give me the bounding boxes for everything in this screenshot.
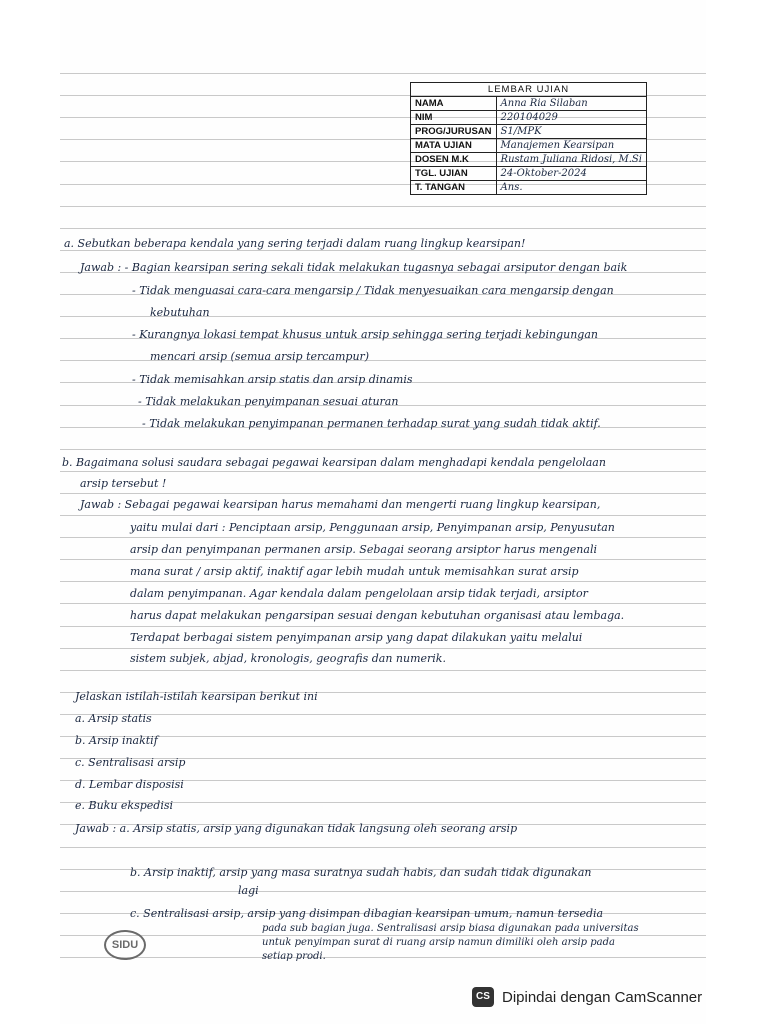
value-nama: Anna Ria Silaban <box>496 97 646 111</box>
ruled-line <box>60 670 706 671</box>
ruled-line <box>60 626 706 627</box>
exam-sheet-title: LEMBAR UJIAN <box>411 83 647 97</box>
term-e: e. Buku ekspedisi <box>75 799 174 812</box>
answer-a-line-3: kebutuhan <box>150 306 210 319</box>
ruled-line <box>60 714 706 715</box>
answer-a-line-7: - Tidak melakukan penyimpanan sesuai aturan <box>138 395 399 408</box>
ruled-line <box>60 515 706 516</box>
ruled-line <box>60 228 706 229</box>
answer-b-line-2: yaitu mulai dari : Penciptaan arsip, Penggunaan arsip, Penyimpanan arsip, Penyusutan <box>130 521 615 534</box>
answer-b-line-3: arsip dan penyimpanan permanen arsip. Sebagai seorang arsiptor harus mengenali <box>130 543 597 556</box>
answer-2-a: Jawab : a. Arsip statis, arsip yang digunakan tidak langsung oleh seorang arsip <box>75 822 518 835</box>
answer-a-line-6: - Tidak memisahkan arsip statis dan arsip dinamis <box>132 373 413 386</box>
value-mata-ujian: Manajemen Kearsipan <box>496 139 646 153</box>
answer-a-line-5: mencari arsip (semua arsip tercampur) <box>150 350 370 363</box>
answer-b-line-8: sistem subjek, abjad, kronologis, geografis dan numerik. <box>130 652 446 665</box>
label-tgl-ujian: TGL. UJIAN <box>411 167 497 181</box>
ruled-line <box>60 935 706 936</box>
answer-2-c-line-4: setiap prodi. <box>262 951 326 962</box>
answer-2-b-line-1: b. Arsip inaktif, arsip yang masa suratnya sudah habis, dan sudah tidak digunakan <box>130 866 592 879</box>
label-mata-ujian: MATA UJIAN <box>411 139 497 153</box>
camscanner-watermark <box>472 982 702 1012</box>
value-nim: 220104029 <box>496 111 646 125</box>
exam-sheet-table <box>410 82 647 195</box>
ruled-line <box>60 847 706 848</box>
question-b-line-2: arsip tersebut ! <box>80 477 167 490</box>
ruled-line <box>60 603 706 604</box>
sidu-seal: SIDU <box>104 930 146 960</box>
camscanner-icon: CS <box>472 987 494 1007</box>
answer-a-line-2: - Tidak menguasai cara-cara mengarsip / Tidak menyesuaikan cara mengarsip dengan <box>132 284 614 297</box>
value-dosen: Rustam Juliana Ridosi, M.Si <box>496 153 646 167</box>
ruled-line <box>60 648 706 649</box>
term-b: b. Arsip inaktif <box>75 734 158 747</box>
ruled-line <box>60 493 706 494</box>
ruled-line <box>60 581 706 582</box>
question-b-line-1: b. Bagaimana solusi saudara sebagai pegawai kearsipan dalam menghadapi kendala pengelolaan <box>62 456 606 469</box>
ruled-line <box>60 73 706 74</box>
ruled-line <box>60 559 706 560</box>
ruled-line <box>60 471 706 472</box>
answer-2-c-line-1: c. Sentralisasi arsip, arsip yang disimpan dibagian kearsipan umum, namun tersedia <box>130 907 604 920</box>
camscanner-text: Dipindai dengan CamScanner <box>502 988 703 1006</box>
term-c: c. Sentralisasi arsip <box>75 756 186 769</box>
ruled-line <box>60 206 706 207</box>
answer-b-line-4: mana surat / arsip aktif, inaktif agar lebih mudah untuk memisahkan surat arsip <box>130 565 579 578</box>
ruled-line <box>60 449 706 450</box>
term-d: d. Lembar disposisi <box>75 778 184 791</box>
label-dosen: DOSEN M.K <box>411 153 497 167</box>
answer-a-line-8: - Tidak melakukan penyimpanan permanen terhadap surat yang sudah tidak aktif. <box>142 417 601 430</box>
answer-b-line-6: harus dapat melakukan pengarsipan sesuai dengan kebutuhan organisasi atau lembaga. <box>130 609 625 622</box>
value-tgl-ujian: 24-Oktober-2024 <box>496 167 646 181</box>
value-tanda-tangan: Ans. <box>496 181 646 195</box>
value-prog-jurusan: S1/MPK <box>496 125 646 139</box>
question-a: a. Sebutkan beberapa kendala yang sering terjadi dalam ruang lingkup kearsipan! <box>64 237 526 250</box>
label-prog-jurusan: PROG/JURUSAN <box>411 125 497 139</box>
answer-b-line-1: Jawab : Sebagai pegawai kearsipan harus memahami dan mengerti ruang lingkup kearsipan, <box>80 498 601 511</box>
label-nim: NIM <box>411 111 497 125</box>
question-2-title: Jelaskan istilah-istilah kearsipan berikut ini <box>75 690 318 703</box>
answer-b-line-5: dalam penyimpanan. Agar kendala dalam pengelolaan arsip tidak terjadi, arsiptor <box>130 587 588 600</box>
answer-b-line-7: Terdapat berbagai sistem penyimpanan arsip yang dapat dilakukan yaitu melalui <box>130 631 583 644</box>
answer-a-line-1: Jawab : - Bagian kearsipan sering sekali tidak melakukan tugasnya sebagai arsiputor dengan baik <box>80 261 628 274</box>
ruled-line <box>60 957 706 958</box>
term-a: a. Arsip statis <box>75 712 152 725</box>
ruled-line <box>60 537 706 538</box>
ruled-line <box>60 891 706 892</box>
answer-2-b-line-2: lagi <box>238 884 259 897</box>
answer-2-c-line-2: pada sub bagian juga. Sentralisasi arsip biasa digunakan pada universitas <box>262 923 639 934</box>
label-nama: NAMA <box>411 97 497 111</box>
answer-2-c-line-3: untuk penyimpan surat di ruang arsip namun dimiliki oleh arsip pada <box>262 937 615 948</box>
answer-a-line-4: - Kurangnya lokasi tempat khusus untuk arsip sehingga sering terjadi kebingungan <box>132 328 598 341</box>
label-tanda-tangan: T. TANGAN <box>411 181 497 195</box>
